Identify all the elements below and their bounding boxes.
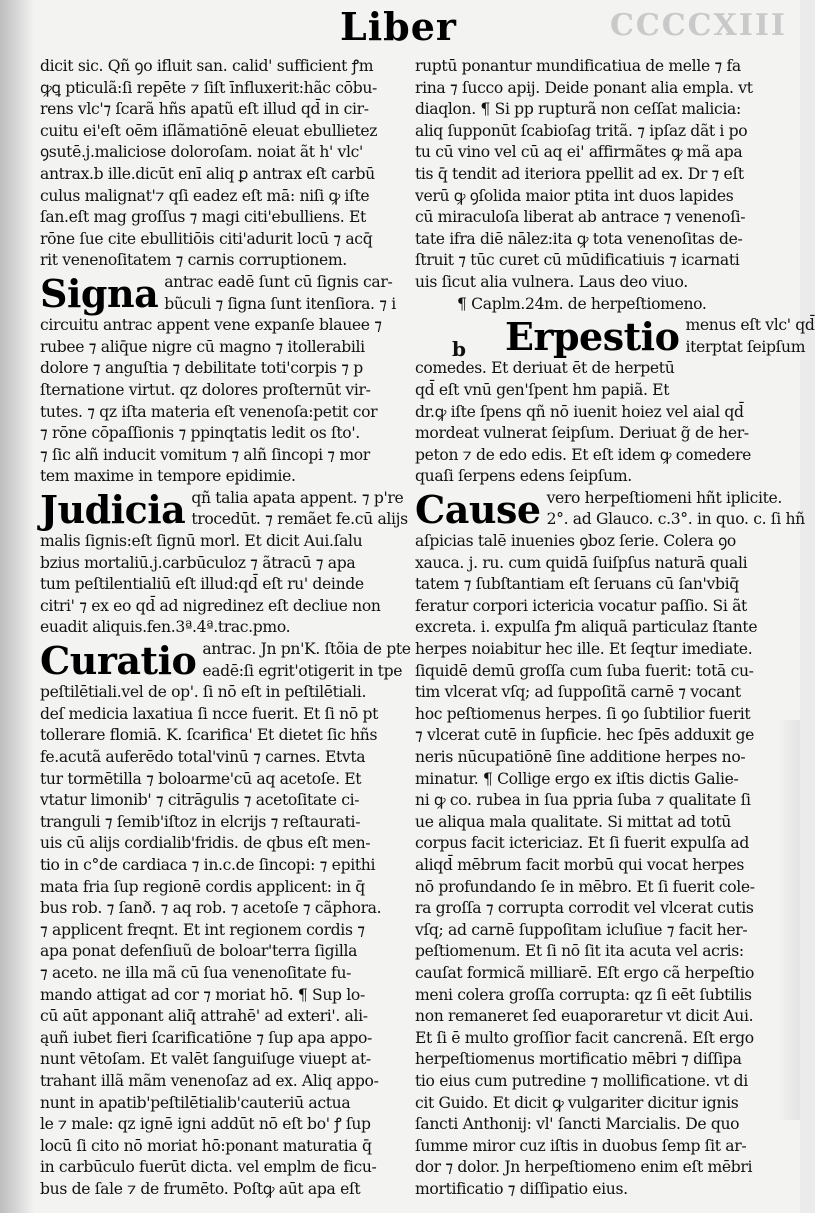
text-line: corpus facit ictericiaz. Et ſi fuerit expulſa ad: [415, 834, 749, 853]
text-line: non remaneret ſed euaporaretur vt dicit Aui.: [415, 1007, 754, 1026]
gutter-shadow: [0, 0, 34, 1213]
text-line: verū ꝙ ꝯſolida maior ptita int duos lapides: [415, 186, 734, 205]
text-line: tutes. ⁊ qz iſta materia eſt venenoſa:petit cor: [40, 402, 378, 421]
text-line: tate ifra diē nālez:ita ꝙ tota venenoſitas de-: [415, 229, 743, 248]
text-line: vero herpeſtiomeni hñt iplicite.: [546, 488, 782, 507]
text-line: nunt in apatib'peſtilētialib'cauteriū actua: [40, 1093, 351, 1112]
text-line: rina ⁊ ſucco apij. Deide ponant alia empla. vt: [415, 78, 753, 97]
text-line: diaqlon. ¶ Si pp rupturã non ceſſat malicia:: [415, 100, 741, 119]
text-line: ue aliqua mala qualitate. Si mittat ad totū: [415, 812, 731, 831]
chapter-heading: ¶ Caplm.24m. de herpeſtiomeno.: [457, 294, 707, 313]
text-line: tio in c°de cardiaca ⁊ in.c.de ſincopi: ⁊ epithi: [40, 855, 376, 874]
text-line: dor ⁊ dolor. Jn herpeſtiomeno enim eſt mēbri: [415, 1158, 753, 1177]
text-line: nunt vētoſam. Et valēt ſanguiſuge viuept at-: [40, 1050, 371, 1069]
curatio-section-heading: [40, 639, 410, 682]
text-line: circuitu antrac appent vene expanſe blauee ⁊: [40, 316, 382, 335]
text-line: bzius mortaliū.j.carbūculoz ⁊ ãtracū ⁊ apa: [40, 553, 356, 572]
signa-beside-text: [164, 272, 396, 315]
text-line: mortificatio ⁊ diſſipatio eius.: [415, 1179, 628, 1198]
text-line: ꝙꝗ pticulã:ſi repēte ⁊ ſiſt īnfluxerit:hãc cōbu-: [40, 78, 377, 97]
text-line: 2°. ad Glauco. c.3°. in quo. c. ſi hñ: [546, 510, 805, 529]
text-line: herpeſtiomenus mortificatio mēbri ⁊ diſſipa: [415, 1050, 742, 1069]
text-line: trocedūt. ⁊ remãet fe.cū alijs: [191, 510, 408, 529]
cause-section-heading: [415, 486, 805, 532]
text-line: antrac. Jn pn'K. ſtõia de pte: [202, 640, 411, 659]
text-line: peſtiomenum. Et ſi nō ſit ita acuta vel acris:: [415, 942, 744, 961]
text-line: minatur. ¶ Collige ergo ex iſtis dictis Galie-: [415, 769, 739, 788]
text-line: Et ſi ē multo groſſior facit cancrenã. Eſt ergo: [415, 1028, 754, 1047]
text-line: ſan.eſt mag groſſus ⁊ magi citi'ebulliens. Et: [40, 208, 366, 227]
text-line: ⁊ ſic alñ inducit vomitum ⁊ alñ ſincopi ⁊ mor: [40, 445, 370, 464]
text-line: tis q̄ tendit ad iteriora ppellit ad ex. Dr ⁊ eſt: [415, 164, 744, 183]
text-line: neris nūcupatiōnē ſine additione herpes no-: [415, 748, 746, 766]
text-line: excreta. i. expulſa ꝭm aliquã particulaz ſtante: [415, 618, 758, 637]
text-line: bũculi ⁊ ſigna ſunt itenſiora. ⁊ i: [164, 294, 396, 313]
text-line: quaſi ſerpens edens ſeipſum.: [415, 467, 632, 486]
text-line: ⁊ aceto. ne illa mã cū ſua venenoſitate fu-: [40, 963, 352, 982]
text-line: tollerare flomiā. K. ſcarifica' Et dietet ſic hñs: [40, 726, 378, 745]
text-line: peſtilētiali.vel de op'. ſi nō eſt in peſtilētiali.: [40, 683, 367, 702]
text-line: citri' ⁊ ex eo qd̄ ad nigredinez eſt decliue non: [40, 596, 381, 615]
text-line: trahant illã mãm venenoſaz ad ex. Aliq appo-: [40, 1071, 379, 1090]
text-line: dolore ⁊ anguſtia ⁊ debilitate toti'corpis ⁊ p: [40, 359, 363, 378]
text-line: cū miraculoſa liberat ab antrace ⁊ venenoſi-: [415, 208, 746, 227]
text-line: antrax.b ille.dicūt enī aliq ꝑ antrax eſt carbū: [40, 164, 375, 183]
text-line: rens vlc'⁊ ſcarã hñs apatũ eſt illud qd̄ in cir-: [40, 100, 369, 119]
text-line: aliq ſupponūt ſcabioſag tritã. ⁊ ipſaz dãt i po: [415, 121, 748, 140]
right-top-text: [415, 56, 785, 294]
text-line: aliqd̄ mēbrum facit morbū qui vocat herpes: [415, 855, 745, 874]
text-line: tur tormētilla ⁊ boloarme'cū aq acetoſe. Et: [40, 769, 362, 788]
text-line: menus eſt vlc' qd̄: [685, 316, 815, 335]
text-line: tim vlcerat vſq; ad ſuppoſitã carnē ⁊ vocant: [415, 683, 741, 702]
signa-body: [40, 315, 410, 488]
text-line: cauſat formicã milliarē. Eſt ergo cã herpeſtio: [415, 963, 754, 982]
curatio-beside-text: [202, 639, 410, 682]
signa-section-heading: [40, 272, 410, 315]
text-line: tio eius cum putredine ⁊ mollificatione. vt di: [415, 1071, 748, 1090]
bleed-through-head: CCCCXIII: [610, 8, 787, 43]
text-line: ąuñ iubet fieri ſcarificatiōne ⁊ ſup apa appo-: [40, 1028, 372, 1047]
text-line: dr.ꝙ iſte ſpens qñ nō iuenit hoiez vel aial qd̄: [415, 402, 744, 421]
text-line: ꝯsutē.j.maliciose doloroſam. noiat ãt h' vlc': [40, 143, 363, 162]
text-line: rit venenoſitatem ⁊ carnis corruptionem.: [40, 251, 347, 270]
cause-beside-text: [547, 488, 805, 531]
text-line: ſtruit ⁊ tūc curet cū mūdificatiuis ⁊ icarnati: [415, 251, 740, 270]
cause-heading: Cause: [415, 486, 541, 532]
text-line: rōne ſue cite ebullitiōis citi'adurit locū ⁊ acq̄: [40, 229, 373, 248]
text-line: vtatur limonib' ⁊ citrāgulis ⁊ acetoſitate ci-: [40, 791, 360, 810]
text-line: hoc peſtiomenus herpes. ſi ꝯo ſubtilior fuerit: [415, 704, 751, 723]
text-line: ſiquidē demū groſſa cum ſuba fuerit: totā cu-: [415, 661, 754, 680]
text-line: nō profundando ſe in mēbro. Et ſi fuerit cole-: [415, 877, 755, 896]
text-line: le ⁊ male: qz ignē igni addūt nō eſt bo' ꝭ ſup: [40, 1115, 371, 1134]
text-line: fe.acutã auferēdo total'vinū ⁊ carnes. Etvta: [40, 748, 366, 766]
text-line: antrac eadē ſunt cū ſignis car-: [164, 272, 393, 291]
erpestio-heading: Erpestio: [505, 314, 680, 360]
erpestio-beside-text: [685, 315, 814, 358]
text-line: ⁊ applicent freqnt. Et int regionem cordis ⁊: [40, 920, 365, 939]
text-line: uis ſicut alia vulnera. Laus deo viuo.: [415, 272, 688, 291]
text-line: tum peſtilentialiū eſt illud:qd̄ eſt ru' deinde: [40, 575, 364, 594]
text-line: cit Guido. Et dicit ꝙ vulgariter dicitur ignis: [415, 1093, 739, 1112]
text-line: apa ponat defenſiuũ de boloar'terra ſigilla: [40, 942, 358, 961]
text-line: malis ſignis:eſt ſignū morl. Et dicit Aui.ſalu: [40, 532, 363, 551]
left-column: [40, 56, 410, 1200]
judicia-body: [40, 531, 410, 639]
right-column: [415, 56, 815, 1200]
text-line: aſpicias talē inuenies ꝯboz ſerie. Colera ꝯo: [415, 532, 736, 551]
text-line: tem maxime in tempore epidimie.: [40, 467, 296, 486]
text-line: tatem ⁊ ſubſtantiam eſt ſeruans cū ſan'vbiq̄: [415, 575, 739, 594]
text-line: culus malignat'⁊ qſi eadez eſt mā: niſi ꝙ iſte: [40, 186, 370, 205]
erpestio-body: [415, 358, 785, 488]
judicia-heading: Judicia: [40, 486, 186, 532]
text-line: ni ꝙ co. rubea in ſua ppria ſuba ⁊ qualitate ſi: [415, 791, 751, 810]
curatio-body: [40, 682, 410, 1200]
text-line: tu cū vino vel cū aq ei' affirmãtes ꝙ mã apa: [415, 143, 743, 162]
text-line: iterptat ſeipſum: [685, 337, 806, 356]
text-line: ſternatione virtut. qz dolores proſternūt vir-: [40, 380, 371, 399]
text-line: xauca. j. ru. cum quidā ſuiſpſus naturā quali: [415, 553, 748, 572]
text-line: peton ⁊ de edo edis. Et eſt idem ꝙ comedere: [415, 445, 751, 464]
text-line: feratur corpori ictericia vocatur paſſio. Si ãt: [415, 596, 747, 615]
text-line: ſancti Anthonij: vl' ſancti Marcialis. De quo: [415, 1115, 740, 1134]
text-line: meni colera groſſa corrupta: qz ſi eēt ſubtilis: [415, 985, 752, 1004]
page-edge-shadow: [778, 720, 800, 1120]
text-line: tranguli ⁊ ſemib'iſtoz in elcrijs ⁊ reſtaurati-: [40, 812, 361, 831]
text-line: comedes. Et deriuat ēt de herpetū: [415, 359, 675, 378]
judicia-beside-text: [191, 488, 408, 531]
text-line: ruptū ponantur mundificatiua de melle ⁊ fa: [415, 57, 741, 75]
text-line: in carbūculo fuerūt dicta. vel emplm de ficu-: [40, 1158, 377, 1177]
text-line: herpes noiabitur hec ille. Et ſeqtur imediate.: [415, 640, 753, 659]
curatio-heading: Curatio: [40, 638, 197, 684]
text-line: cuitu ei'eſt oēm iſlãmatiōnē eleuat ebullietez: [40, 121, 378, 140]
text-line: locū ſi cito nō moriat hō:ponant maturatia q̄: [40, 1136, 372, 1155]
text-line: ⁊ vlcerat cutē in ſupficie. hec ſpēs adduxit ge: [415, 726, 755, 745]
marginal-letter: b: [452, 337, 466, 361]
text-line: ra groſſa ⁊ corrupta corrodit vel vlcerat cutis: [415, 899, 754, 918]
erpestio-section-heading: [415, 314, 815, 360]
text-line: ⁊ rōne cōpaſſionis ⁊ ppinqtatis ledit os ſto'.: [40, 424, 360, 443]
text-line: bus rob. ⁊ ſanð. ⁊ aq rob. ⁊ acetoſe ⁊ cãphora.: [40, 899, 382, 918]
text-line: cū aūt apponant aliq̄ attrahē' ad exteri'. ali-: [40, 1007, 368, 1026]
text-line: mata fria ſup regionē cordis applicent: in q̄: [40, 877, 365, 896]
text-line: mando attigat ad cor ⁊ moriat hō. ¶ Sup lo-: [40, 985, 365, 1004]
text-line: mordeat vulnerat ſeipſum. Deriuat g̃ de her-: [415, 424, 749, 443]
signa-heading: Signa: [40, 270, 159, 316]
text-line: qñ talia apata appent. ⁊ p're: [191, 488, 404, 507]
text-line: dicit sic. Qñ ꝯo ifluit san. calid' sufficient ꝭm: [40, 57, 374, 75]
text-line: eadē:ſi egrit'otigerit in tpe: [202, 661, 403, 680]
left-top-text: [40, 56, 410, 272]
text-line: qd̄ eſt vnū gen'ſpent hm papiã. Et: [415, 380, 670, 399]
text-line: uis cū alijs cordialib'fridis. de qbus eſt men-: [40, 834, 371, 853]
text-line: vſq; ad carnē ſuppoſitam icluſiue ⁊ facit her-: [415, 920, 748, 939]
text-line: euadit aliquis.fen.3ª.4ª.trac.pmo.: [40, 618, 291, 637]
cause-body: [415, 531, 785, 1200]
text-line: rubee ⁊ aliq̄ue nigre cū magno ⁊ itollerabili: [40, 337, 365, 356]
text-line: deſ medicia laxatiua ſi ncce fuerit. Et ſi nō pt: [40, 704, 379, 723]
running-head: Liber: [340, 4, 457, 49]
text-line: bus de ſale ⁊ de frumēto. Poſtꝙ aūt apa eſt: [40, 1179, 361, 1198]
text-line: ſumme miror cuz iſtis in duobus ſemp ſit ar-: [415, 1136, 747, 1155]
judicia-section-heading: [40, 488, 410, 531]
